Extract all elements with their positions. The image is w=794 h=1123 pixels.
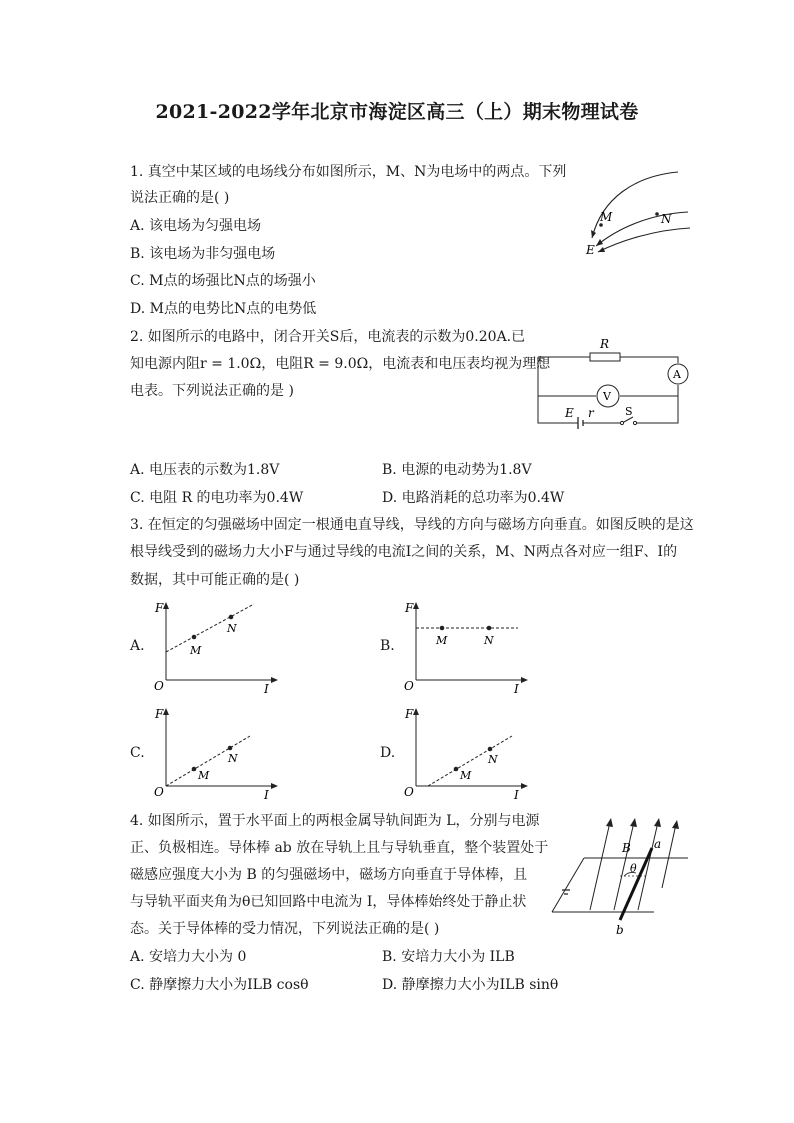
q1-stem-line-2: 说法正确的是( ) bbox=[130, 190, 230, 206]
q2-label-r-internal: r bbox=[588, 406, 594, 420]
q3-stem-line-1: 3. 在恒定的匀强磁场中固定一根通电直导线，导线的方向与磁场方向垂直。如图反映的是这 bbox=[130, 517, 694, 533]
q2-stem-line-1: 2. 如图所示的电路中，闭合开关S后，电流表的示数为0.20A.已 bbox=[130, 329, 526, 345]
q4-rail-figure bbox=[550, 818, 690, 936]
q3-b-n: N bbox=[484, 634, 494, 647]
q3-c-origin: O bbox=[154, 785, 164, 799]
q3-choice-c-label[interactable]: C. bbox=[130, 745, 145, 761]
q2-label-e: E bbox=[565, 406, 574, 420]
q4-stem-line-4: 与导轨平面夹角为θ已知回路中电流为 I，导体棒始终处于静止状 bbox=[130, 894, 527, 910]
q3-d-x-label: I bbox=[514, 788, 519, 802]
q1-option-c[interactable]: C. M点的场强比N点的场强小 bbox=[130, 273, 316, 289]
q2-option-c[interactable]: C. 电阻 R 的电功率为0.4W bbox=[130, 490, 304, 506]
q1-stem-line-1: 1. 真空中某区域的电场线分布如图所示，M、N为电场中的两点。下列 bbox=[130, 164, 567, 180]
q3-c-m: M bbox=[198, 769, 210, 782]
q3-b-x-label: I bbox=[514, 682, 519, 696]
q2-option-b[interactable]: B. 电源的电动势为1.8V bbox=[382, 462, 532, 478]
q3-d-n: N bbox=[488, 753, 498, 766]
q2-circuit-figure bbox=[530, 335, 690, 435]
q4-stem-line-1: 4. 如图所示，置于水平面上的两根金属导轨间距为 L，分别与电源 bbox=[130, 813, 540, 829]
q2-ammeter-label: A bbox=[673, 368, 681, 381]
q3-graph-a bbox=[150, 600, 280, 695]
q4-option-d[interactable]: D. 静摩擦力大小为ILB sinθ bbox=[382, 977, 559, 993]
q3-c-x-label: I bbox=[264, 788, 269, 802]
q1-option-a[interactable]: A. 该电场为匀强电场 bbox=[130, 218, 262, 234]
q3-c-y-label: F bbox=[155, 707, 164, 721]
q3-a-m: M bbox=[190, 644, 202, 657]
q4-stem-line-3: 磁感应强度大小为 B 的匀强磁场中，磁场方向垂直于导体棒，且 bbox=[130, 867, 528, 883]
page-title: 2021-2022学年北京市海淀区高三（上）期末物理试卷 bbox=[155, 101, 639, 123]
q3-choice-a-label[interactable]: A. bbox=[130, 638, 145, 654]
q3-a-x-label: I bbox=[264, 682, 269, 696]
q3-b-origin: O bbox=[404, 679, 414, 693]
q2-option-d[interactable]: D. 电路消耗的总功率为0.4W bbox=[382, 490, 565, 506]
q1-label-n: N bbox=[661, 212, 672, 226]
q3-graph-b bbox=[400, 600, 530, 695]
q1-label-e: E bbox=[586, 243, 595, 257]
q1-label-m: M bbox=[600, 210, 613, 224]
q3-b-m: M bbox=[436, 634, 448, 647]
q1-option-b[interactable]: B. 该电场为非匀强电场 bbox=[130, 246, 276, 262]
q4-stem-line-5: 态。关于导体棒的受力情况，下列说法正确的是( ) bbox=[130, 921, 440, 937]
q3-d-y-label: F bbox=[405, 707, 414, 721]
q2-stem-line-2: 知电源内阻r = 1.0Ω，电阻R = 9.0Ω，电流表和电压表均视为理想 bbox=[130, 356, 551, 372]
q3-c-n: N bbox=[228, 752, 238, 765]
q4-option-b[interactable]: B. 安培力大小为 ILB bbox=[382, 949, 515, 965]
q2-option-a[interactable]: A. 电压表的示数为1.8V bbox=[130, 462, 280, 478]
q2-label-r-resistor: R bbox=[600, 337, 610, 351]
q1-field-lines-figure bbox=[580, 168, 695, 263]
q3-a-y-label: F bbox=[155, 601, 164, 615]
q3-stem-line-3: 数据，其中可能正确的是( ) bbox=[130, 572, 300, 588]
q3-choice-b-label[interactable]: B. bbox=[380, 638, 395, 654]
q3-d-m: M bbox=[460, 769, 472, 782]
q1-option-d[interactable]: D. M点的电势比N点的电势低 bbox=[130, 301, 317, 317]
q3-graph-c bbox=[150, 706, 280, 801]
q3-graph-d bbox=[400, 706, 530, 801]
q3-b-y-label: F bbox=[405, 601, 414, 615]
q3-a-origin: O bbox=[154, 679, 164, 693]
q3-choice-d-label[interactable]: D. bbox=[380, 745, 396, 761]
q4-option-c[interactable]: C. 静摩擦力大小为ILB cosθ bbox=[130, 977, 309, 993]
q4-label-a: a bbox=[654, 837, 662, 851]
q4-stem-line-2: 正、负极相连。导体棒 ab 放在导轨上且与导轨垂直，整个装置处于 bbox=[130, 840, 549, 856]
q3-d-origin: O bbox=[404, 785, 414, 799]
q2-voltmeter-label: V bbox=[603, 390, 611, 403]
q4-label-bottom-b: b bbox=[616, 923, 624, 937]
q4-label-b: B bbox=[622, 841, 631, 855]
q2-label-switch: S bbox=[625, 405, 633, 418]
q3-a-n: N bbox=[227, 622, 237, 635]
q3-stem-line-2: 根导线受到的磁场力大小F与通过导线的电流I之间的关系，M、N两点各对应一组F、I的 bbox=[130, 544, 678, 560]
q4-option-a[interactable]: A. 安培力大小为 0 bbox=[130, 949, 247, 965]
q2-stem-line-3: 电表。下列说法正确的是 ) bbox=[130, 383, 294, 399]
q4-label-theta: θ bbox=[630, 862, 637, 875]
